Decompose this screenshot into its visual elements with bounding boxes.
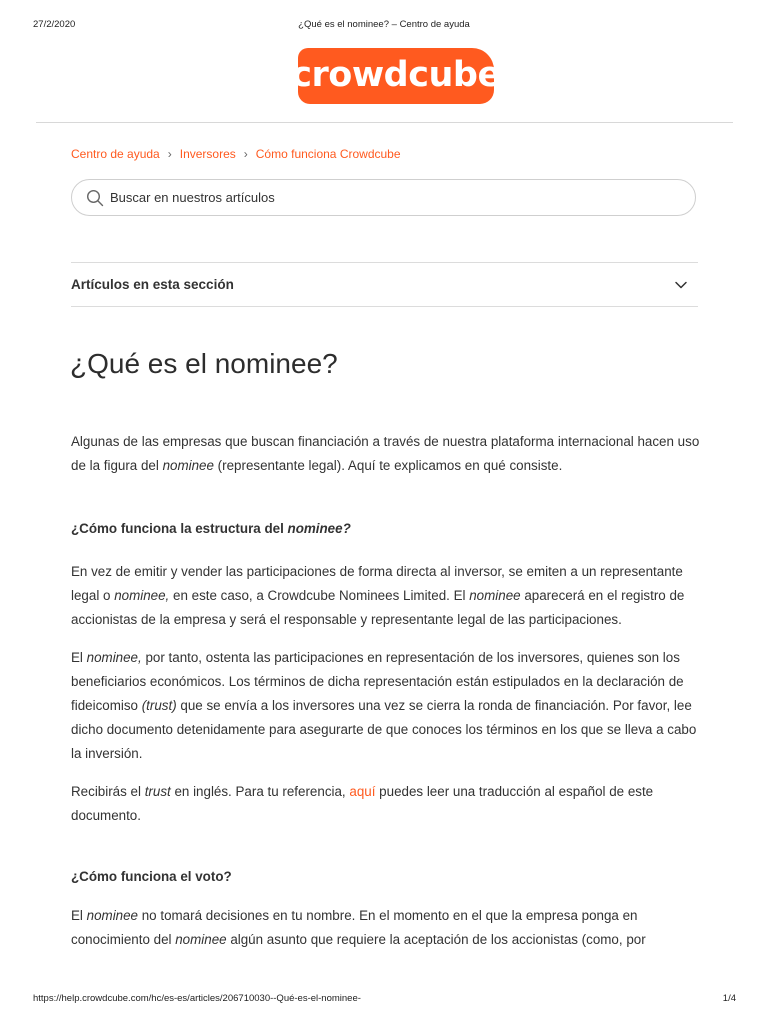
search-icon (86, 189, 104, 207)
articles-in-section-toggle[interactable] (71, 263, 698, 306)
print-footer (0, 993, 768, 1007)
article-body (71, 430, 701, 952)
article-title: ¿Qué es el nominee? (70, 348, 338, 379)
chevron-right-icon: › (243, 147, 248, 161)
logo-text: crowdcube (291, 54, 501, 95)
breadcrumb-item-como-funciona[interactable]: Cómo funciona Crowdcube (255, 147, 401, 161)
translation-link[interactable]: aquí (349, 784, 376, 799)
print-header (0, 19, 768, 33)
heading-voto: ¿Cómo funciona el voto? (71, 869, 232, 884)
header-divider (36, 122, 733, 123)
section-divider (71, 306, 698, 307)
paragraph-voto: El nominee no tomará decisiones en tu nombre. En el momento en el que la empresa ponga en conocimiento del nominee algún asunto que requiere la aceptación de los accionistas (como, por (71, 908, 646, 947)
print-date: 27/2/2020 (33, 19, 76, 30)
crowdcube-logo[interactable] (291, 48, 501, 104)
print-title: ¿Qué es el nominee? – Centro de ayuda (298, 19, 470, 30)
paragraph-emision: En vez de emitir y vender las participaciones de forma directa al inversor, se emiten a un representante legal o nominee, en este caso, a Crowdcube Nominees Limited. El nominee aparecerá en el registro de accionistas de la empresa y será el responsable y representante legal de las participaciones. (71, 564, 685, 627)
paragraph-representacion: El nominee, por tanto, ostenta las participaciones en representación de los inversores, quienes son los beneficiarios económicos. Los términos de dicha representación están estipulados en la declaración de fideicomiso (trust) que se envía a los inversores una vez se cierra la ronda de financiación. Por favor, lee dicho documento detenidamente para asegurarte de que conoces los términos en los que se lleva a cabo la inversión. (71, 650, 697, 761)
chevron-down-icon (674, 278, 688, 292)
search-input[interactable] (110, 180, 670, 215)
paragraph-intro: Algunas de las empresas que buscan financiación a través de nuestra plataforma internacional hacen uso de la figura del nominee (representante legal). Aquí te explicamos en qué consiste. (71, 434, 700, 473)
search-box[interactable] (71, 179, 696, 216)
chevron-right-icon: › (167, 147, 172, 161)
breadcrumb-item-centro-de-ayuda[interactable]: Centro de ayuda (71, 147, 160, 161)
paragraph-trust: Recibirás el trust en inglés. Para tu referencia, aquí puedes leer una traducción al español de este documento. (71, 784, 654, 823)
section-label: Artículos en esta sección (71, 277, 234, 292)
breadcrumb (71, 146, 401, 162)
heading-estructura: ¿Cómo funciona la estructura del nominee? (71, 521, 351, 536)
print-url: https://help.crowdcube.com/hc/es-es/articles/206710030--Qué-es-el-nominee- (33, 993, 361, 1004)
breadcrumb-item-inversores[interactable]: Inversores (179, 147, 236, 161)
print-page-number: 1/4 (722, 993, 736, 1004)
